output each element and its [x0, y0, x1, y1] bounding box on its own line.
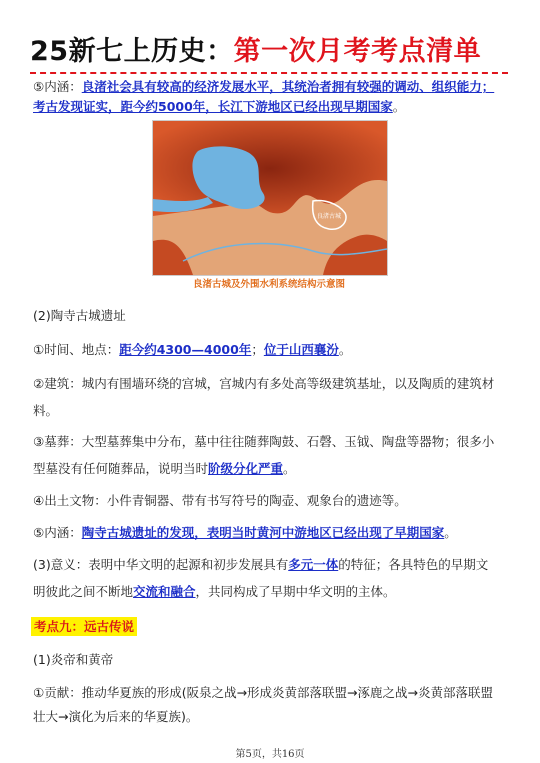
page-footer: 第5页，共16页 [235, 749, 305, 760]
significance-line-2-end: ，共同构成了早期中华文明的主体。 [195, 584, 396, 599]
taosi-connotation-end: 。 [444, 525, 457, 540]
taosi-connotation [33, 523, 513, 543]
map-label-city: 良渚古城 [317, 213, 342, 220]
place-highlight: 位于山西襄汾 [263, 342, 339, 357]
building-line-1: ②建筑：城内有围墙环绕的宫城，宫城内有多处高等级建筑基址，以及陶质的建筑材 [33, 376, 495, 391]
liangzhu-connotation [33, 77, 513, 117]
significance-highlight-1: 多元一体 [288, 557, 339, 572]
title-divider [30, 72, 508, 74]
taosi-time-place [33, 340, 513, 360]
connotation-end: 。 [392, 99, 406, 114]
contribution-line-2: 壮大→演化为后来的华夏族)。 [33, 709, 199, 724]
map-caption: 良渚古城及外围水利系统结构示意图 [192, 279, 345, 290]
taosi-connotation-highlight: 陶寺古城遗址的发现，表明当时黄河中游地区已经出现了早期国家 [81, 525, 445, 540]
significance-line-1-end: 的特征；各具特色的早期文 [338, 557, 489, 572]
yandi-huangdi-heading [33, 650, 513, 670]
significance-highlight-2: 交流和融合 [133, 584, 196, 599]
time-end: 。 [338, 342, 352, 357]
page-title [30, 32, 481, 72]
time-highlight: 距今约4300—4000年 [119, 342, 252, 357]
significance-line-2: 明彼此之间不断地 [33, 584, 134, 599]
kaodian-heading: 考点九：远古传说 [31, 617, 137, 636]
taosi-tomb [33, 432, 513, 479]
yan-heading: (1)炎帝和黄帝 [33, 652, 114, 667]
section-taosi-heading [33, 306, 513, 326]
building-line-2: 料。 [33, 403, 59, 418]
contribution-line-1: ①贡献：推动华夏族的形成(阪泉之战→形成炎黄部落联盟→涿鹿之战→炎黄部落联盟 [33, 685, 494, 700]
tomb-line-2: 型墓没有任何随葬品，说明当时 [33, 461, 209, 476]
tomb-end: 。 [283, 461, 296, 476]
liangzhu-map-image [152, 120, 388, 276]
taosi-relics [33, 491, 513, 511]
tomb-highlight: 阶级分化严重 [208, 461, 284, 476]
taosi-connotation-label: ⑤内涵： [33, 525, 82, 540]
tomb-line-1: ③墓葬：大型墓葬集中分布，墓中往往随葬陶鼓、石磬、玉钺、陶盘等器物；很多小 [33, 434, 495, 449]
relics-line: ④出土文物：小件青铜器、带有书写符号的陶壶、观象台的遗迹等。 [33, 493, 407, 508]
time-sep: ； [251, 342, 264, 357]
time-label: ①时间、地点： [33, 342, 120, 357]
title-prefix: 25新七上历史： [30, 36, 234, 67]
significance [33, 555, 513, 602]
connotation-highlight-2: 考古发现证实，距今约5000年，长江下游地区已经出现早期国家 [33, 99, 393, 114]
connotation-label: ⑤内涵： [33, 79, 82, 94]
significance-line-1: (3)意义：表明中华文明的起源和初步发展具有 [33, 557, 289, 572]
yan-contribution [33, 683, 513, 727]
connotation-highlight-1: 良渚社会具有较高的经济发展水平，其统治者拥有较强的调动、组织能力； [81, 79, 495, 94]
taosi-heading: (2)陶寺古城遗址 [33, 308, 126, 323]
taosi-building [33, 374, 513, 421]
title-highlight: 第一次月考考点清单 [233, 36, 482, 67]
